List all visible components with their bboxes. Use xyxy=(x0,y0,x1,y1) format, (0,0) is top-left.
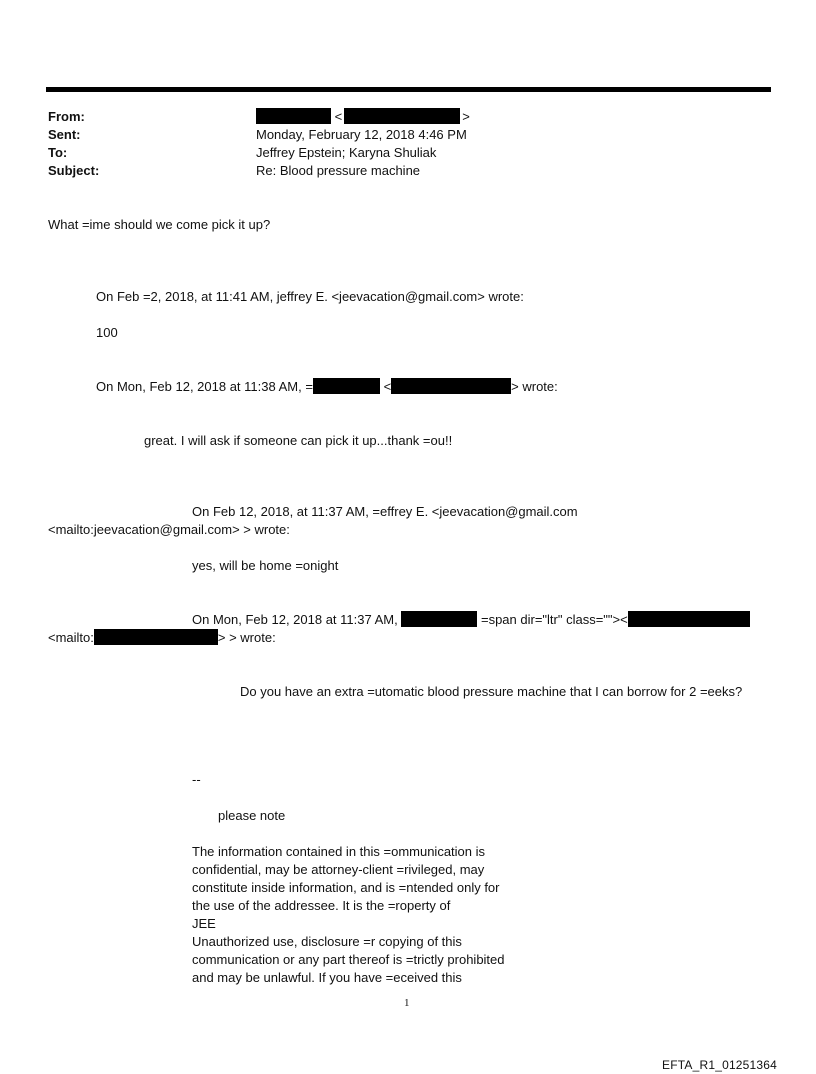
quote2-body: great. I will ask if someone can pick it up...thank =ou!! xyxy=(144,433,453,448)
quote2-lt: < xyxy=(383,379,392,394)
header-rule xyxy=(46,87,771,92)
quote3-body: yes, will be home =onight xyxy=(192,558,339,573)
disclaimer-line: constitute inside information, and is =ntended only for xyxy=(192,880,500,895)
quote1-header: On Feb =2, 2018, at 11:41 AM, jeffrey E. <jeevacation@gmail.com> wrote: xyxy=(96,289,524,304)
quote4-prefix: On Mon, Feb 12, 2018 at 11:37 AM, xyxy=(192,612,398,627)
quote2-prefix: On Mon, Feb 12, 2018 at 11:38 AM, = xyxy=(96,379,313,394)
from-label: From: xyxy=(48,109,85,124)
redaction-block xyxy=(628,611,750,627)
quote1-body: 100 xyxy=(96,325,118,340)
quote4-body: Do you have an extra =utomatic blood pressure machine that I can borrow for 2 =eeks? xyxy=(240,684,743,699)
quote4-mid: =span dir="ltr" class="">< xyxy=(480,612,628,627)
disclaimer-line: communication or any part thereof is =trictly prohibited xyxy=(192,952,505,967)
from-gt: > xyxy=(462,109,470,124)
sent-label: Sent: xyxy=(48,127,81,142)
quote4-suffix: > > wrote: xyxy=(217,630,276,645)
signature-note: please note xyxy=(218,808,286,823)
disclaimer-line: JEE xyxy=(192,916,216,931)
from-value xyxy=(256,108,470,126)
disclaimer-line: and may be unlawful. If you have =eceived this xyxy=(192,970,462,985)
subject-value: Re: Blood pressure machine xyxy=(256,163,421,178)
disclaimer-line: the use of the addressee. It is the =roperty of xyxy=(192,898,451,913)
to-value: Jeffrey Epstein; Karyna Shuliak xyxy=(256,145,437,160)
redaction-block xyxy=(256,108,331,124)
redaction-block xyxy=(391,378,511,394)
disclaimer-line: The information contained in this =ommunication is xyxy=(192,844,486,859)
redaction-block xyxy=(344,108,460,124)
page-number: 1 xyxy=(404,997,410,1009)
quote4-mailto-line xyxy=(48,629,276,647)
to-label: To: xyxy=(48,145,68,160)
signature-dashes: -- xyxy=(192,772,201,787)
redaction-block xyxy=(94,629,218,645)
reply-line: What =ime should we come pick it up? xyxy=(48,217,271,232)
quote4-mailto: <mailto: xyxy=(48,630,94,645)
subject-label: Subject: xyxy=(48,163,100,178)
quote2-header xyxy=(96,378,558,396)
quote4-header xyxy=(192,611,750,629)
from-lt: < xyxy=(334,109,343,124)
sent-value: Monday, February 12, 2018 4:46 PM xyxy=(256,127,467,142)
quote2-suffix: > wrote: xyxy=(511,379,558,394)
quote3-header-b: <mailto:jeevacation@gmail.com> > wrote: xyxy=(48,522,290,537)
disclaimer-line: confidential, may be attorney-client =rivileged, may xyxy=(192,862,485,877)
redaction-block xyxy=(313,378,380,394)
quote3-header-a: On Feb 12, 2018, at 11:37 AM, =effrey E. <jeevacation@gmail.com xyxy=(192,504,578,519)
redaction-block xyxy=(401,611,477,627)
disclaimer-line: Unauthorized use, disclosure =r copying of this xyxy=(192,934,462,949)
document-id: EFTA_R1_01251364 xyxy=(662,1058,778,1072)
